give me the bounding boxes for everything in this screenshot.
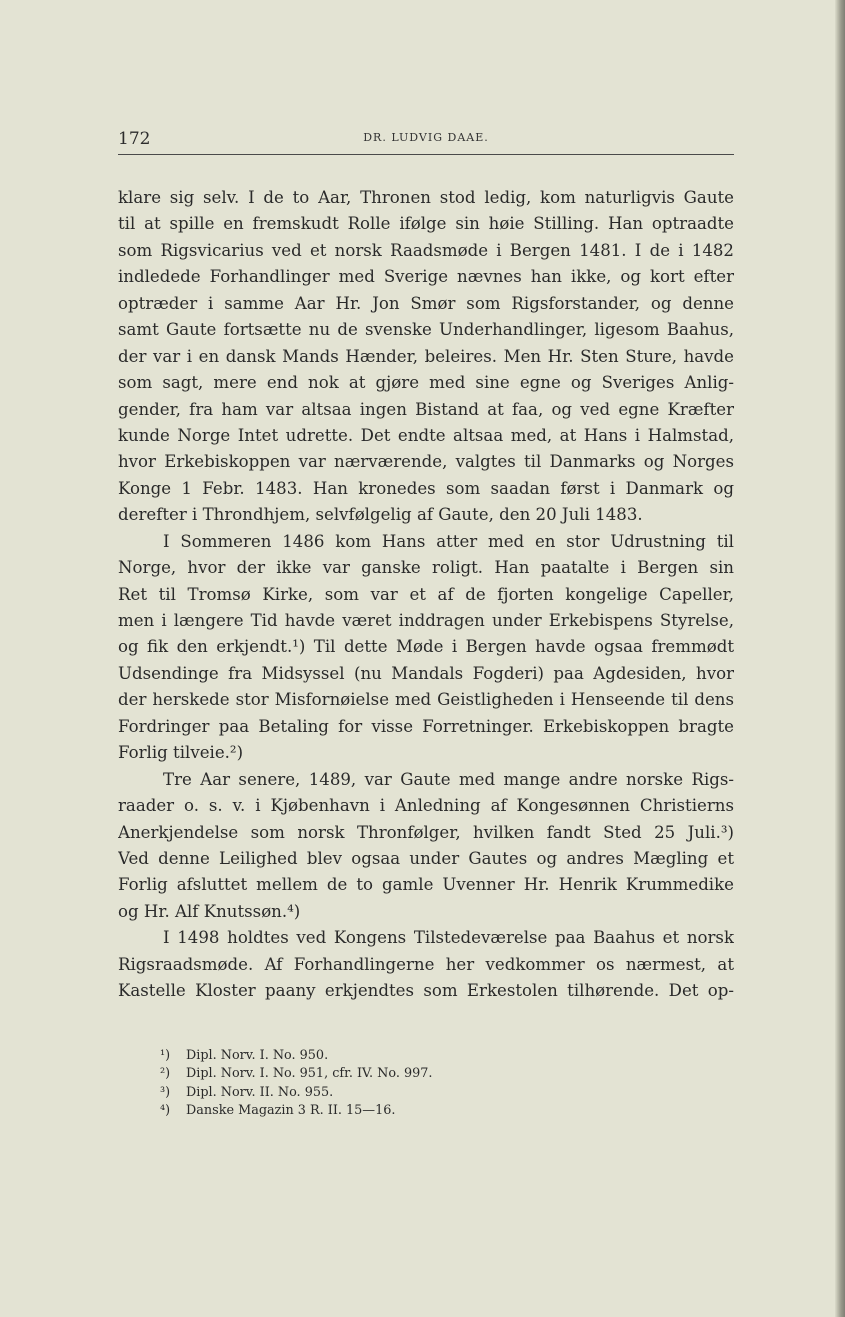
footnote-text: Dipl. Norv. I. No. 950. bbox=[186, 1048, 329, 1063]
text-line: Forlig afsluttet mellem de to gamle Uvenner Hr. Henrik Krummedike bbox=[118, 875, 734, 895]
footnote-mark: ³) bbox=[160, 1084, 171, 1100]
text-line: optræder i samme Aar Hr. Jon Smør som Rigsforstander, og denne bbox=[118, 293, 734, 313]
page-header bbox=[118, 128, 734, 155]
footnote-mark: ¹) bbox=[160, 1048, 171, 1063]
footnote bbox=[160, 1084, 680, 1102]
text-line: til at spille en fremskudt Rolle ifølge sin høie Stilling. Han optraadte bbox=[118, 214, 734, 234]
text-line: Ved denne Leilighed blev ogsaa under Gautes og andres Mægling et bbox=[118, 848, 734, 868]
text-line: som sagt, mere end nok at gjøre med sine egne og Sveriges Anlig- bbox=[118, 373, 734, 393]
footnote-mark: ²) bbox=[160, 1066, 171, 1082]
running-head: DR. LUDVIG DAAE. bbox=[363, 131, 489, 144]
text-line: Forlig tilveie.²) bbox=[118, 743, 244, 763]
text-line: I 1498 holdtes ved Kongens Tilstedeværelse paa Baahus et norsk bbox=[163, 928, 734, 948]
text-line: der herskede stor Misfornøielse med Geistligheden i Henseende til dens bbox=[118, 690, 734, 710]
text-line: Konge 1 Febr. 1483. Han kronedes som saadan først i Danmark og bbox=[118, 478, 734, 498]
text-line: hvor Erkebiskoppen var nærværende, valgtes til Danmarks og Norges bbox=[118, 452, 734, 472]
text-line: Tre Aar senere, 1489, var Gaute med mange andre norske Rigs- bbox=[163, 769, 734, 789]
footnotes bbox=[160, 1047, 680, 1121]
text-line: derefter i Throndhjem, selvfølgelig af Gaute, den 20 Juli 1483. bbox=[118, 505, 643, 525]
footnote-text: Dipl. Norv. II. No. 955. bbox=[186, 1084, 334, 1100]
text-line: der var i en dansk Mands Hænder, beleires. Men Hr. Sten Sture, havde bbox=[118, 346, 734, 366]
footnote bbox=[160, 1102, 680, 1120]
text-line: og fik den erkjendt.¹) Til dette Møde i Bergen havde ogsaa fremmødt bbox=[118, 637, 734, 657]
text-line: Fordringer paa Betaling for visse Forretninger. Erkebiskoppen bragte bbox=[118, 716, 734, 736]
footnote-text: Danske Magazin 3 R. II. 15—16. bbox=[186, 1103, 396, 1119]
text-line: Kastelle Kloster paany erkjendtes som Erkestolen tilhørende. Det op- bbox=[118, 981, 734, 1001]
text-line: gender, fra ham var altsaa ingen Bistand at faa, og ved egne Kræfter bbox=[118, 399, 734, 419]
text-line: Norge, hvor der ikke var ganske roligt. Han paatalte i Bergen sin bbox=[118, 558, 734, 578]
text-line: indledede Forhandlinger med Sverige nævnes han ikke, og kort efter bbox=[118, 267, 734, 287]
text-line: og Hr. Alf Knutssøn.⁴) bbox=[118, 901, 301, 921]
text-line: som Rigsvicarius ved et norsk Raadsmøde i Bergen 1481. I de i 1482 bbox=[118, 240, 734, 260]
text-line: men i længere Tid havde været inddragen under Erkebispens Styrelse, bbox=[118, 611, 734, 630]
footnote bbox=[160, 1065, 680, 1083]
text-line: Rigsraadsmøde. Af Forhandlingerne her vedkommer os nærmest, at bbox=[118, 954, 734, 974]
footnote bbox=[160, 1047, 680, 1065]
page-number: 172 bbox=[118, 129, 151, 149]
text-line: kunde Norge Intet udrette. Det endte altsaa med, at Hans i Halmstad, bbox=[118, 425, 734, 445]
page-edge bbox=[835, 0, 845, 1317]
text-line: Udsendinge fra Midsyssel (nu Mandals Fogderi) paa Agdesiden, hvor bbox=[118, 663, 734, 683]
footnote-text: Dipl. Norv. I. No. 951, cfr. IV. No. 997. bbox=[186, 1066, 433, 1082]
text-line: Ret til Tromsø Kirke, som var et af de fjorten kongelige Capeller, bbox=[118, 584, 734, 604]
text-line: I Sommeren 1486 kom Hans atter med en stor Udrustning til bbox=[163, 531, 734, 551]
text-line: klare sig selv. I de to Aar, Thronen stod ledig, kom naturligvis Gaute bbox=[118, 188, 734, 207]
text-line: raader o. s. v. i Kjøbenhavn i Anledning af Kongesønnen Christierns bbox=[118, 796, 734, 816]
body-text bbox=[118, 185, 734, 1005]
footnote-mark: ⁴) bbox=[160, 1103, 171, 1119]
text-line: Anerkjendelse som norsk Thronfølger, hvilken fandt Sted 25 Juli.³) bbox=[118, 822, 734, 842]
text-line: samt Gaute fortsætte nu de svenske Underhandlinger, ligesom Baahus, bbox=[118, 320, 734, 340]
